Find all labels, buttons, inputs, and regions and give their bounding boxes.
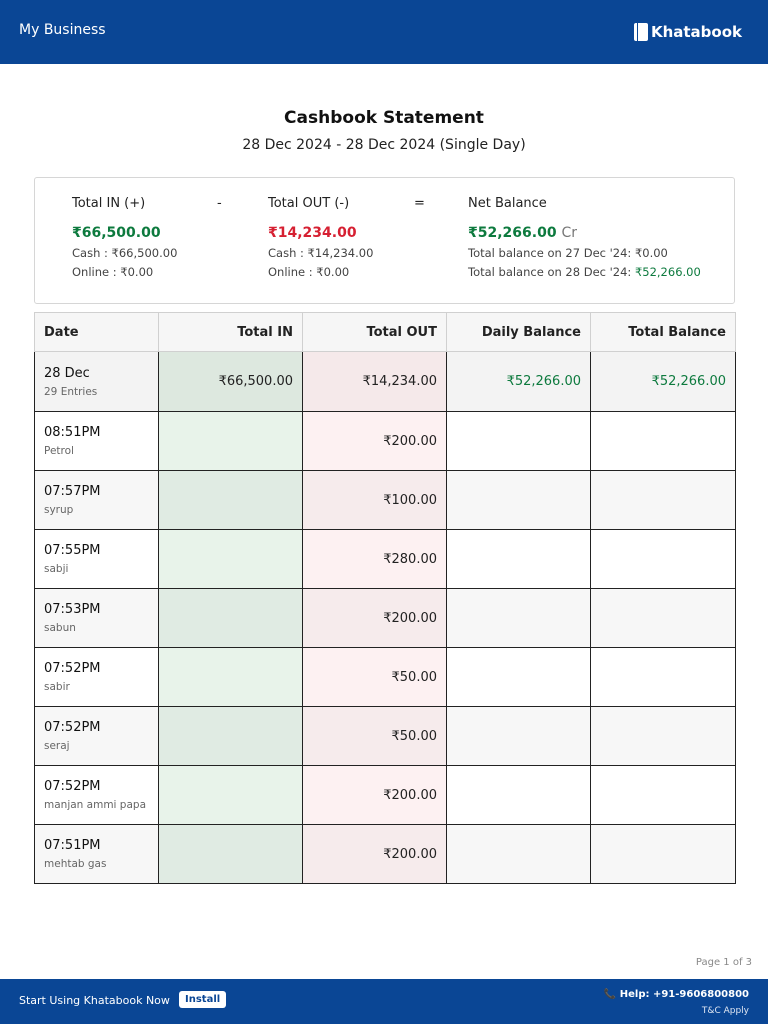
entry-out-cell: ₹280.00 <box>303 530 447 589</box>
ledger-table <box>34 312 736 884</box>
entry-total-balance-cell <box>591 825 736 884</box>
entry-in-cell <box>159 471 303 530</box>
entry-daily-balance-cell <box>447 707 591 766</box>
table-row <box>35 707 736 766</box>
entry-time: 08:51PM <box>44 425 101 440</box>
total-out-amount: ₹14,234.00 <box>268 225 357 241</box>
entry-total-balance-cell <box>591 412 736 471</box>
entry-out-cell: ₹200.00 <box>303 589 447 648</box>
statement-date-range: 28 Dec 2024 - 28 Dec 2024 (Single Day) <box>242 137 526 153</box>
entry-note: sabji <box>44 563 69 575</box>
curr-balance-label: Total balance on 28 Dec '24: <box>468 265 635 279</box>
table-row <box>35 825 736 884</box>
entry-daily-balance-cell <box>447 766 591 825</box>
tc-link[interactable]: T&C Apply <box>701 1006 749 1016</box>
table-row <box>35 530 736 589</box>
book-icon <box>634 23 648 41</box>
total-out-label: Total OUT (-) <box>268 196 350 211</box>
footer-bar <box>0 979 768 1024</box>
entry-date-cell <box>35 825 159 884</box>
entry-note: Petrol <box>44 445 74 457</box>
entry-out-cell: ₹50.00 <box>303 648 447 707</box>
net-balance-summary <box>468 196 701 279</box>
day-total-out: ₹14,234.00 <box>303 352 447 412</box>
entry-note: seraj <box>44 740 70 752</box>
entry-in-cell <box>159 589 303 648</box>
entry-in-cell <box>159 825 303 884</box>
entry-daily-balance-cell <box>447 825 591 884</box>
entry-date-cell <box>35 589 159 648</box>
total-out-online: Online : ₹0.00 <box>268 265 350 279</box>
col-header-total-in: Total IN <box>159 313 303 352</box>
net-balance-label: Net Balance <box>468 196 547 211</box>
table-row <box>35 648 736 707</box>
entry-time: 07:52PM <box>44 779 101 794</box>
day-daily-balance: ₹52,266.00 <box>447 352 591 412</box>
table-header-row <box>35 313 736 352</box>
entry-date-cell <box>35 648 159 707</box>
entry-out-cell: ₹50.00 <box>303 707 447 766</box>
entry-time: 07:57PM <box>44 484 101 499</box>
entry-total-balance-cell <box>591 648 736 707</box>
col-header-total-out: Total OUT <box>303 313 447 352</box>
summary-card <box>34 177 735 304</box>
entry-daily-balance-cell <box>447 412 591 471</box>
entry-out-cell: ₹200.00 <box>303 825 447 884</box>
total-out-summary <box>268 196 373 279</box>
entry-time: 07:52PM <box>44 661 101 676</box>
table-row <box>35 412 736 471</box>
entry-in-cell <box>159 707 303 766</box>
day-total-entries: 29 Entries <box>44 385 98 398</box>
entry-total-balance-cell <box>591 766 736 825</box>
day-total-balance: ₹52,266.00 <box>591 352 736 412</box>
entry-time: 07:53PM <box>44 602 101 617</box>
entry-note: sabir <box>44 681 70 693</box>
entry-date-cell <box>35 471 159 530</box>
business-name: My Business <box>19 22 106 38</box>
entry-in-cell <box>159 766 303 825</box>
install-button[interactable]: Install <box>179 991 226 1008</box>
phone-icon: 📞 <box>603 989 617 1000</box>
entry-time: 07:51PM <box>44 838 101 853</box>
entry-total-balance-cell <box>591 530 736 589</box>
brand-logo <box>634 23 742 41</box>
help-line[interactable] <box>604 989 749 1000</box>
net-balance-amount-line <box>468 225 701 241</box>
col-header-daily-balance: Daily Balance <box>447 313 591 352</box>
entry-date-cell <box>35 412 159 471</box>
entry-date-cell <box>35 766 159 825</box>
curr-balance-line <box>468 265 701 279</box>
table-row <box>35 766 736 825</box>
prev-balance-label: Total balance on 27 Dec '24: <box>468 246 635 260</box>
statement-title: Cashbook Statement <box>284 108 484 128</box>
prev-balance-value: ₹0.00 <box>634 246 668 260</box>
entry-note: syrup <box>44 504 74 516</box>
entry-date-cell <box>35 707 159 766</box>
curr-balance-value: ₹52,266.00 <box>634 265 701 279</box>
entry-out-cell: ₹200.00 <box>303 766 447 825</box>
entry-daily-balance-cell <box>447 648 591 707</box>
entry-note: mehtab gas <box>44 858 107 870</box>
day-total-date-cell <box>35 352 159 412</box>
entry-total-balance-cell <box>591 589 736 648</box>
help-phone: Help: +91-9606800800 <box>619 989 749 1000</box>
minus-operator: - <box>217 196 222 211</box>
entry-daily-balance-cell <box>447 589 591 648</box>
col-header-date: Date <box>35 313 159 352</box>
entry-time: 07:52PM <box>44 720 101 735</box>
entry-in-cell <box>159 530 303 589</box>
entry-note: sabun <box>44 622 76 634</box>
entry-daily-balance-cell <box>447 530 591 589</box>
total-in-summary <box>72 196 177 279</box>
day-total-in: ₹66,500.00 <box>159 352 303 412</box>
entry-in-cell <box>159 412 303 471</box>
entry-daily-balance-cell <box>447 471 591 530</box>
table-row <box>35 471 736 530</box>
net-balance-amount: ₹52,266.00 <box>468 225 557 241</box>
total-in-online: Online : ₹0.00 <box>72 265 154 279</box>
entry-in-cell <box>159 648 303 707</box>
entry-time: 07:55PM <box>44 543 101 558</box>
entry-note: manjan ammi papa <box>44 799 147 811</box>
total-out-cash: Cash : ₹14,234.00 <box>268 246 374 260</box>
total-in-label: Total IN (+) <box>72 196 146 211</box>
entry-date-cell <box>35 530 159 589</box>
top-bar <box>0 0 768 64</box>
entry-total-balance-cell <box>591 707 736 766</box>
prev-balance-line <box>468 246 701 260</box>
page-number: Page 1 of 3 <box>695 957 752 968</box>
total-in-amount: ₹66,500.00 <box>72 225 161 241</box>
footer-cta-text: Start Using Khatabook Now <box>19 994 170 1007</box>
day-total-date: 28 Dec <box>44 365 90 381</box>
total-in-cash: Cash : ₹66,500.00 <box>72 246 178 260</box>
brand-name: Khatabook <box>650 23 742 41</box>
net-balance-suffix: Cr <box>561 225 577 241</box>
col-header-total-balance: Total Balance <box>591 313 736 352</box>
equals-operator: = <box>414 196 425 211</box>
entry-out-cell: ₹100.00 <box>303 471 447 530</box>
table-row <box>35 589 736 648</box>
entry-total-balance-cell <box>591 471 736 530</box>
entry-out-cell: ₹200.00 <box>303 412 447 471</box>
day-total-row <box>35 352 736 412</box>
